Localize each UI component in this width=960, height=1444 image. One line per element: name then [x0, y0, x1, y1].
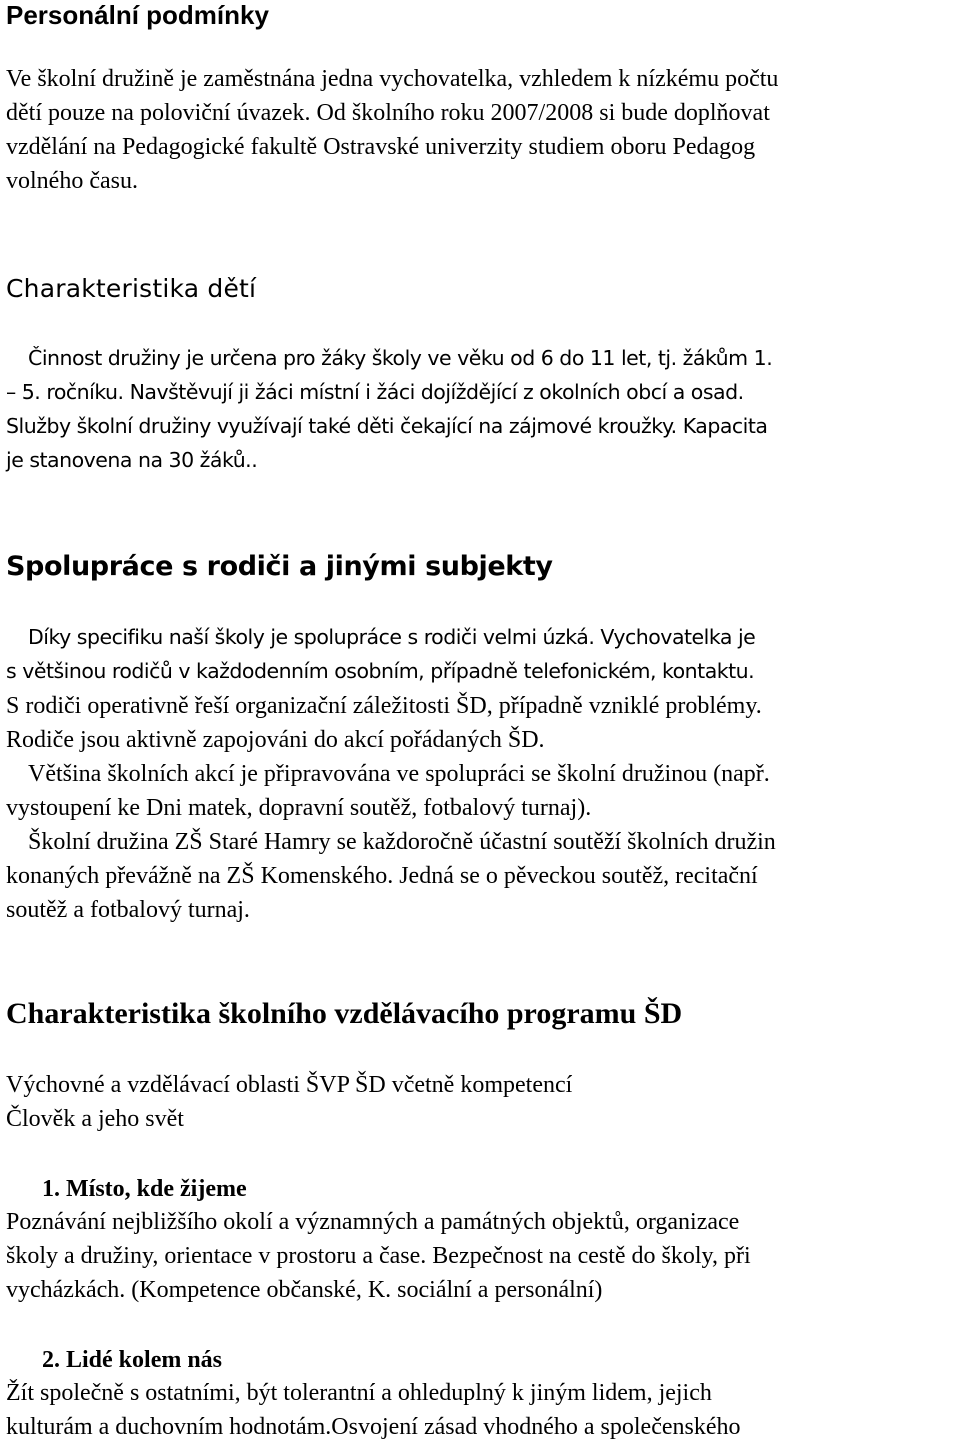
- text-line: Díky specifiku naší školy je spolupráce s rodiči velmi úzká. Vychovatelka je: [28, 625, 756, 649]
- text-line: je stanovena na 30 žáků..: [6, 448, 258, 472]
- heading-cooperation: Spolupráce s rodiči a jinými subjekty: [6, 551, 553, 582]
- text-line: Služby školní družiny využívají také děti čekající na zájmové kroužky. Kapacita: [6, 414, 768, 438]
- item-title-place-we-live: 1. Místo, kde žijeme: [42, 1176, 247, 1202]
- heading-personal-conditions: Personální podmínky: [6, 0, 269, 30]
- text-line: Žít společně s ostatními, být tolerantní a ohleduplný k jiným lidem, jejich: [6, 1380, 712, 1406]
- text-line: Člověk a jeho svět: [6, 1106, 184, 1132]
- text-line: volného času.: [6, 168, 138, 194]
- text-line: vystoupení ke Dni matek, dopravní soutěž, fotbalový turnaj).: [6, 795, 592, 821]
- text-line: S rodiči operativně řeší organizační záležitosti ŠD, případně vzniklé problémy.: [6, 693, 762, 719]
- text-line: Činnost družiny je určena pro žáky školy ve věku od 6 do 11 let, tj. žákům 1.: [28, 346, 773, 370]
- text-line: s většinou rodičů v každodenním osobním, případně telefonickém, kontaktu.: [6, 659, 755, 683]
- text-line: Většina školních akcí je připravována ve spolupráci se školní družinou (např.: [28, 761, 770, 787]
- text-line: vycházkách. (Kompetence občanské, K. sociální a personální): [6, 1277, 603, 1303]
- text-line: Výchovné a vzdělávací oblasti ŠVP ŠD včetně kompetencí: [6, 1072, 573, 1098]
- text-line: Školní družina ZŠ Staré Hamry se každoročně účastní soutěží školních družin: [28, 829, 776, 855]
- text-line: Poznávání nejbližšího okolí a významných a památných objektů, organizace: [6, 1209, 740, 1235]
- subheading-areas: [6, 1068, 960, 1136]
- text-line: soutěž a fotbalový turnaj.: [6, 897, 250, 923]
- paragraph-people-around-us: [6, 1376, 960, 1444]
- paragraph-personal-conditions: [6, 62, 960, 198]
- paragraph-cooperation-serif: [6, 689, 960, 927]
- text-line: kulturám a duchovním hodnotám.Osvojení zásad vhodného a společenského: [6, 1414, 741, 1440]
- text-line: Rodiče jsou aktivně zapojováni do akcí pořádaných ŠD.: [6, 727, 545, 753]
- paragraph-children-characteristics: [6, 341, 960, 477]
- item-title-people-around-us: 2. Lidé kolem nás: [42, 1347, 223, 1373]
- text-line: Ve školní družině je zaměstnána jedna vychovatelka, vzhledem k nízkému počtu: [6, 66, 779, 92]
- paragraph-place-we-live: [6, 1205, 960, 1307]
- text-line: konaných převážně na ZŠ Komenského. Jedná se o pěveckou soutěž, recitační: [6, 863, 758, 889]
- heading-program-characteristics: Charakteristika školního vzdělávacího programu ŠD: [6, 997, 683, 1030]
- text-line: vzdělání na Pedagogické fakultě Ostravské univerzity studiem oboru Pedagog: [6, 134, 756, 160]
- heading-children-characteristics: Charakteristika dětí: [6, 274, 257, 303]
- text-line: školy a družiny, orientace v prostoru a čase. Bezpečnost na cestě do školy, při: [6, 1243, 751, 1269]
- paragraph-cooperation-cond: [6, 620, 960, 688]
- text-line: dětí pouze na poloviční úvazek. Od školního roku 2007/2008 si bude doplňovat: [6, 100, 770, 126]
- text-line: – 5. ročníku. Navštěvují ji žáci místní i žáci dojíždějící z okolních obcí a osad.: [6, 380, 744, 404]
